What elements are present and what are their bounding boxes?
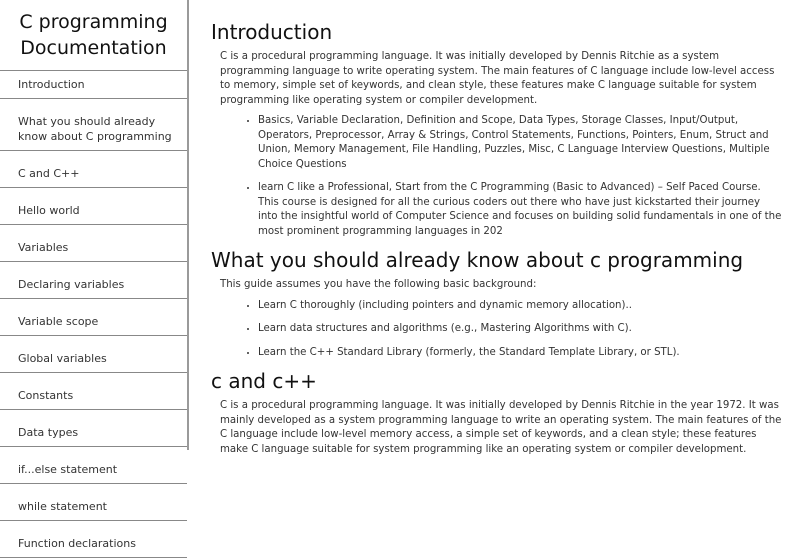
sidebar-header xyxy=(0,0,187,71)
sidebar-item-data-types[interactable]: Data types xyxy=(0,419,187,447)
sidebar-nav-list xyxy=(0,71,187,558)
sidebar-item-introduction[interactable]: Introduction xyxy=(0,71,187,99)
sidebar-title-line1: C programming xyxy=(19,11,168,33)
list-item: • Learn data structures and algorithms (e.g., Mastering Algorithms with C). xyxy=(258,322,782,337)
list-item: • Learn the C++ Standard Library (formerly, the Standard Template Library, or STL). xyxy=(258,346,782,361)
section-list-introduction xyxy=(211,114,782,239)
sidebar-item-variable-scope[interactable]: Variable scope xyxy=(0,308,187,336)
section-list-what-you-should-know xyxy=(211,299,782,361)
sidebar-item-variables[interactable]: Variables xyxy=(0,234,187,262)
section-c-and-cpp xyxy=(211,369,782,457)
section-what-you-should-know xyxy=(211,248,782,360)
section-paragraph-what-you-should-know: This guide assumes you have the following basic background: xyxy=(220,279,537,290)
list-item: • Basics, Variable Declaration, Definition and Scope, Data Types, Storage Classes, Input/Output, Operators, Preprocessor, Array & Strings, Control Statements, Functions, Pointers, Enum, Struct and Union, Memory Management, File Handling, Puzzles, Misc, C Language Interview Questions, Multiple Choice Questions xyxy=(258,114,782,172)
section-introduction xyxy=(211,20,782,239)
sidebar-item-declaring-variables[interactable]: Declaring variables xyxy=(0,271,187,299)
section-heading-c-and-cpp: c and c++ xyxy=(211,369,317,393)
sidebar-title-line2: Documentation xyxy=(20,37,167,59)
section-heading-introduction: Introduction xyxy=(211,20,333,44)
sidebar-item-what-you-should-already-know[interactable]: What you should already know about C programming xyxy=(0,108,187,151)
sidebar-item-global-variables[interactable]: Global variables xyxy=(0,345,187,373)
sidebar-item-if-else-statement[interactable]: if...else statement xyxy=(0,456,187,484)
list-item: • learn C like a Professional, Start from the C Programming (Basic to Advanced) – Self Paced Course. This course is designed for all the curious coders out there who have just kickstarted their journey into the insightful world of Computer Science and focuses on building solid fundamentals in one of the most prominent programming languages in 202 xyxy=(258,181,782,239)
main-content xyxy=(189,0,800,455)
section-heading-what-you-should-know: What you should already know about c programming xyxy=(211,248,744,272)
sidebar-item-while-statement[interactable]: while statement xyxy=(0,493,187,521)
section-paragraph-c-and-cpp: C is a procedural programming language. It was initially developed by Dennis Ritchie in the year 1972. It was mainly developed as a system programming language to write an operating system. The main features of the C language include low-level memory access, a simple set of keywords, and a clean style; these features make C language suitable for system programming like an operating system or compiler development. xyxy=(220,400,782,455)
sidebar-item-constants[interactable]: Constants xyxy=(0,382,187,410)
sidebar-nav xyxy=(0,0,189,550)
sidebar-item-function-declarations[interactable]: Function declarations xyxy=(0,530,187,558)
list-item: • Learn C thoroughly (including pointers and dynamic memory allocation).. xyxy=(258,299,782,314)
sidebar-item-hello-world[interactable]: Hello world xyxy=(0,197,187,225)
section-paragraph-introduction: C is a procedural programming language. It was initially developed by Dennis Ritchie as a system programming language to write operating system. The main features of C language include low-level access to memory, simple set of keywords, and clean style, these features make C language suitable for system programming like operating system or compiler development. xyxy=(220,51,775,106)
sidebar-item-c-and-cpp[interactable]: C and C++ xyxy=(0,160,187,188)
